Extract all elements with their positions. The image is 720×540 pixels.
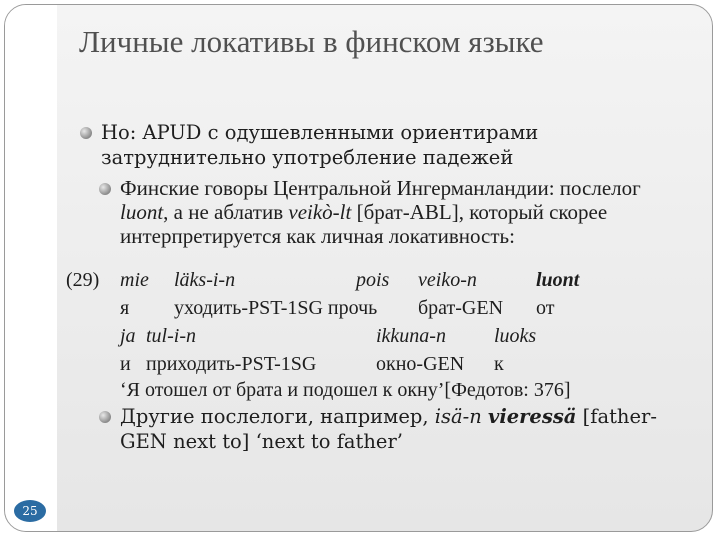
gloss-word: приходить-PST-1SG: [146, 353, 317, 375]
gloss-word: luoks: [494, 325, 537, 347]
example-translation: ‘Я отошел от брата и подошел к окну’[Федотов: 376]: [120, 379, 571, 401]
bullet-dot-icon: [99, 411, 111, 423]
slide-left-band: [5, 5, 57, 531]
bullet-ingria-mid: , а не аблатив: [163, 200, 289, 224]
gloss-word: veiko-n: [418, 269, 477, 291]
word-luont: luont: [120, 200, 164, 224]
bullet-other-postpositions: [99, 404, 689, 454]
bullet-apud-text: Но: APUD с одушевленными ориентирами затруднительно употребление падежей: [101, 121, 539, 169]
gloss-word: брат-GEN: [418, 297, 504, 319]
gloss-word: läks-i-n: [174, 269, 236, 291]
page-number-badge: 25: [14, 500, 46, 522]
gloss-word: от: [536, 297, 555, 319]
gloss-word-bold: luont: [536, 269, 580, 291]
bullet-ingria-post: [брат-ABL], который скорее интерпретируется как личная локативность:: [120, 200, 608, 248]
bullet-dot-icon: [99, 183, 111, 195]
slide-title: Личные локативы в финском языке: [79, 24, 544, 59]
word-isa-n: isä-n: [434, 405, 482, 428]
gloss-word: к: [494, 353, 504, 375]
bullet-ingria-text: [120, 176, 689, 248]
gloss-word: окно-GEN: [376, 353, 465, 375]
word-veiko-lt: veikò-lt: [288, 200, 352, 224]
gloss-word: mie: [120, 269, 149, 291]
gloss-word: и: [120, 353, 131, 375]
bullet-ingria-pre: Финские говоры Центральной Ингерманландии: послелог: [120, 176, 641, 200]
gloss-word: я: [120, 297, 130, 319]
word-vieressa: vieressä: [488, 405, 577, 428]
gloss-word: tul-i-n: [146, 325, 196, 347]
example-number: (29): [66, 269, 100, 291]
bullet-apud: [80, 120, 680, 170]
gloss-word: ja: [120, 325, 136, 347]
bullet-other-post: [father-GEN next to] ‘next to father’: [120, 405, 657, 453]
bullet-other-text: [120, 404, 689, 454]
gloss-word: уходить-PST-1SG прочь: [174, 297, 378, 319]
bullet-ingria: [99, 176, 689, 248]
gloss-word: ikkuna-n: [376, 325, 446, 347]
bullet-dot-icon: [80, 127, 92, 139]
bullet-other-pre: Другие послелоги, например,: [120, 405, 435, 428]
gloss-word: pois: [356, 269, 390, 291]
